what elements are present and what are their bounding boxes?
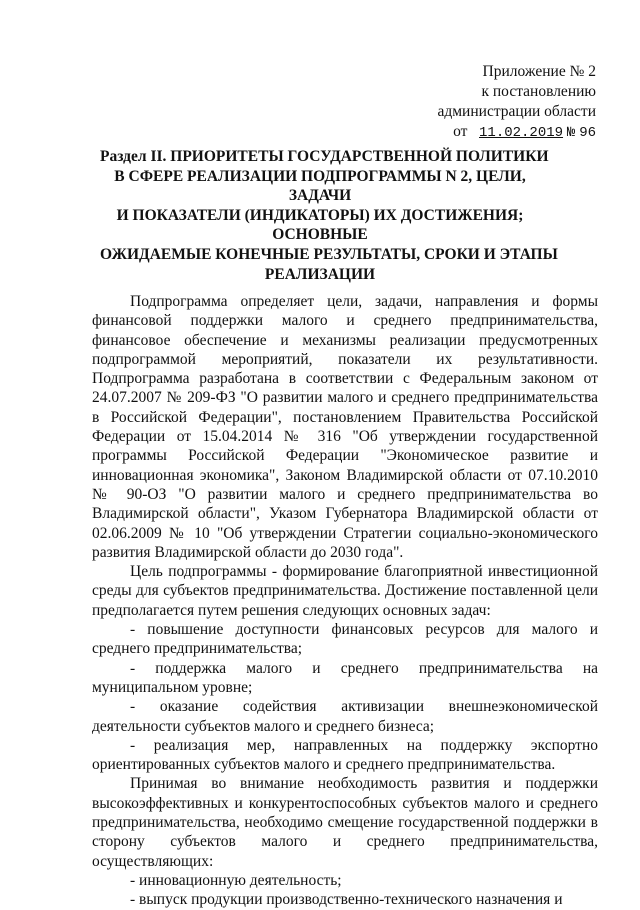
section-title-line: РЕАЛИЗАЦИИ: [264, 265, 376, 283]
number-prefix: №: [566, 125, 576, 141]
section-title-line: Раздел II. ПРИОРИТЕТЫ ГОСУДАРСТВЕННОЙ ПОЛИТИКИ: [100, 148, 549, 165]
document-body: [92, 292, 598, 910]
attachment-header: [437, 62, 596, 143]
attachment-date-line: [437, 122, 596, 143]
section-title-line: И ПОКАЗАТЕЛИ (ИНДИКАТОРЫ) ИХ ДОСТИЖЕНИЯ;: [116, 206, 524, 224]
attachment-line-1: Приложение № 2: [482, 63, 596, 80]
activity-list-item: - инновационную деятельность;: [130, 871, 342, 889]
section-title: [100, 147, 558, 284]
resolution-date: 11.02.2019: [479, 125, 564, 141]
section-title-line: ЗАДАЧИ: [288, 187, 352, 205]
task-list-item: - повышение доступности финансовых ресурсов для малого и среднего предпринимательства;: [92, 621, 598, 658]
resolution-number: 96: [579, 125, 596, 141]
activity-list-item: - выпуск продукции производственно-технического назначения и: [130, 891, 563, 909]
date-prefix: от: [453, 123, 468, 140]
attachment-line-3: администрации области: [437, 103, 596, 120]
body-paragraph: Принимая во внимание необходимость развития и поддержки высокоэффективных и конкурентоспособных субъектов малого и среднего предпринимательства, необходимо смещение государственной поддержки в сторону субъектов малого и среднего предпринимательства, осуществляющих:: [92, 775, 598, 870]
task-list-item: - оказание содействия активизации внешнеэкономической деятельности субъектов малого и среднего бизнеса;: [92, 698, 598, 735]
body-paragraph: Подпрограмма определяет цели, задачи, направления и формы финансовой поддержки малого и среднего предпринимательства, финансовое обеспечение и механизмы реализации предусмотренных подпрограммой мероприятий, показатели их результативности. Подпрограмма разработана в соответствии с Федеральным законом от 24.07.2007 № 209-ФЗ "О развитии малого и среднего предпринимательства в Российской Федерации", постановлением Правительства Российской Федерации от 15.04.2014 № 316 "Об утверждении государственной программы Российской Федерации "Экономическое развитие и инновационная экономика", Законом Владимирской области от 07.10.2010 № 90-ОЗ "О развитии малого и среднего предпринимательства во Владимирской области", Указом Губернатора Владимирской области от 02.06.2009 № 10 "Об утверждении Стратегии социально-экономического развития Владимирской области до 2030 года".: [92, 293, 598, 561]
section-title-line: ОСНОВНЫЕ: [272, 226, 368, 244]
section-title-line: В СФЕРЕ РЕАЛИЗАЦИИ ПОДПРОГРАММЫ N 2, ЦЕЛИ,: [114, 167, 526, 185]
task-list-item: - реализация мер, направленных на поддержку экспортно ориентированных субъектов малого и среднего предпринимательства.: [92, 736, 598, 774]
section-title-line: ОЖИДАЕМЫЕ КОНЕЧНЫЕ РЕЗУЛЬТАТЫ, СРОКИ И ЭТАПЫ: [100, 245, 558, 263]
body-paragraph: Цель подпрограммы - формирование благоприятной инвестиционной среды для субъектов предпринимательства. Достижение поставленной цели предполагается путем решения следующих основных задач:: [92, 563, 598, 619]
task-list-item: - поддержка малого и среднего предпринимательства на муниципальном уровне;: [92, 659, 598, 696]
attachment-line-2: к постановлению: [481, 83, 596, 100]
